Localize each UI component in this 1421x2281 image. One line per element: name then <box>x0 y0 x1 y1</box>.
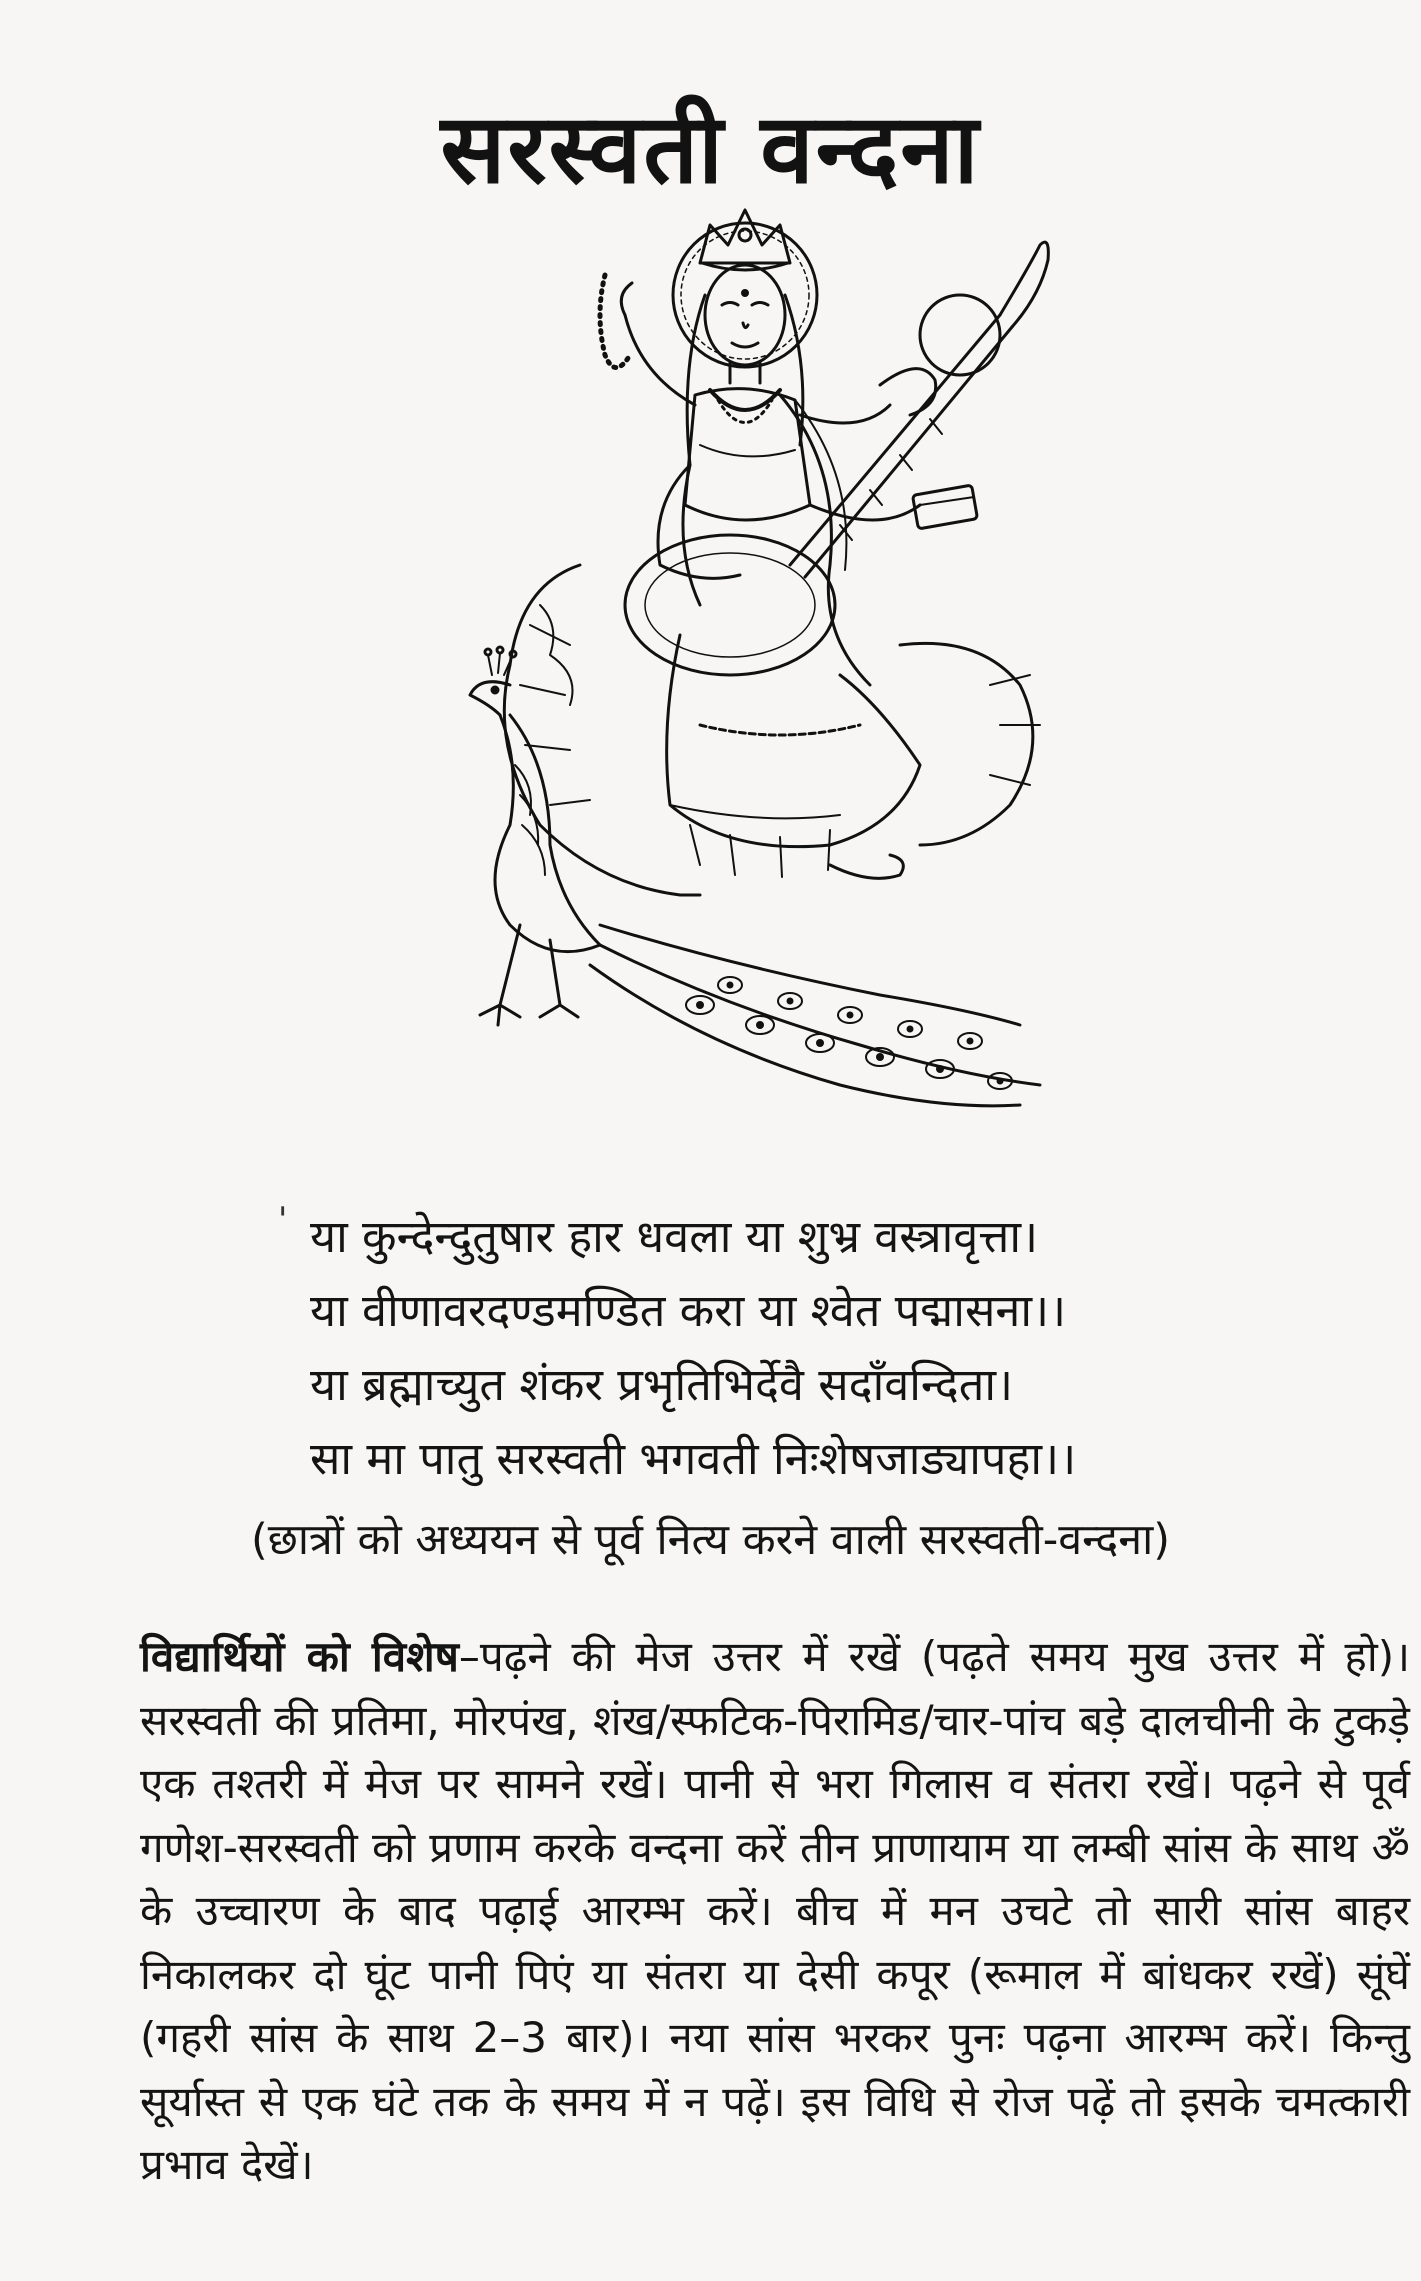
verse-line: या वीणावरदण्डमण्डित करा या श्वेत पद्मासना।। <box>310 1284 1067 1337</box>
verse-line: या कुन्देन्दुतुषार हार धवला या शुभ्र वस्त्रावृत्ता। <box>310 1210 1039 1263</box>
page-title: सरस्वती वन्दना <box>440 93 981 205</box>
verse-line: सा मा पातु सरस्वती भगवती निःशेषजाड्यापहा।। <box>310 1432 1077 1485</box>
saraswati-illustration <box>400 205 1080 1145</box>
paragraph-body: –पढ़ने की मेज उत्तर में रखें (पढ़ते समय मुख उत्तर में हो)। सरस्वती की प्रतिमा, मोरपंख, शंख/स्फटिक-पिरामिड/चार-पांच बड़े दालचीनी के टुकड़े एक तश्तरी में मेज पर सामने रखें। पानी से भरा गिलास व संतरा रखें। पढ़ने से पूर्व गणेश-सरस्वती को प्रणाम करके वन्दना करें तीन प्राणायाम या लम्बी सांस के साथ ॐ के उच्चारण के बाद पढ़ाई आरम्भ करें। बीच में मन उचटे तो सारी सांस बाहर निकालकर दो घूंट पानी पिएं या संतरा या देसी कपूर (रूमाल में बांधकर रखें) सूंघें (गहरी सांस के साथ 2–3 बार)। नया सांस भरकर पुनः पढ़ना आरम्भ करें। किन्तु सूर्यास्त से एक घंटे तक के समय में न पढ़ें। इस विधि से रोज पढ़ें तो इसके चमत्कारी प्रभाव देखें। <box>140 1632 1410 2189</box>
instructions-paragraph <box>140 1625 1410 2197</box>
verse-mark: ' <box>278 1200 288 1240</box>
verse-block <box>310 1200 1290 1496</box>
verse-line: या ब्रह्माच्युत शंकर प्रभृतिभिर्देवै सदाँवन्दिता। <box>310 1358 1014 1411</box>
paragraph-lead: विद्यार्थियों को विशेष <box>140 1632 459 1681</box>
verse-caption: (छात्रों को अध्ययन से पूर्व नित्य करने वाली सरस्वती-वन्दना) <box>250 1515 1171 1565</box>
